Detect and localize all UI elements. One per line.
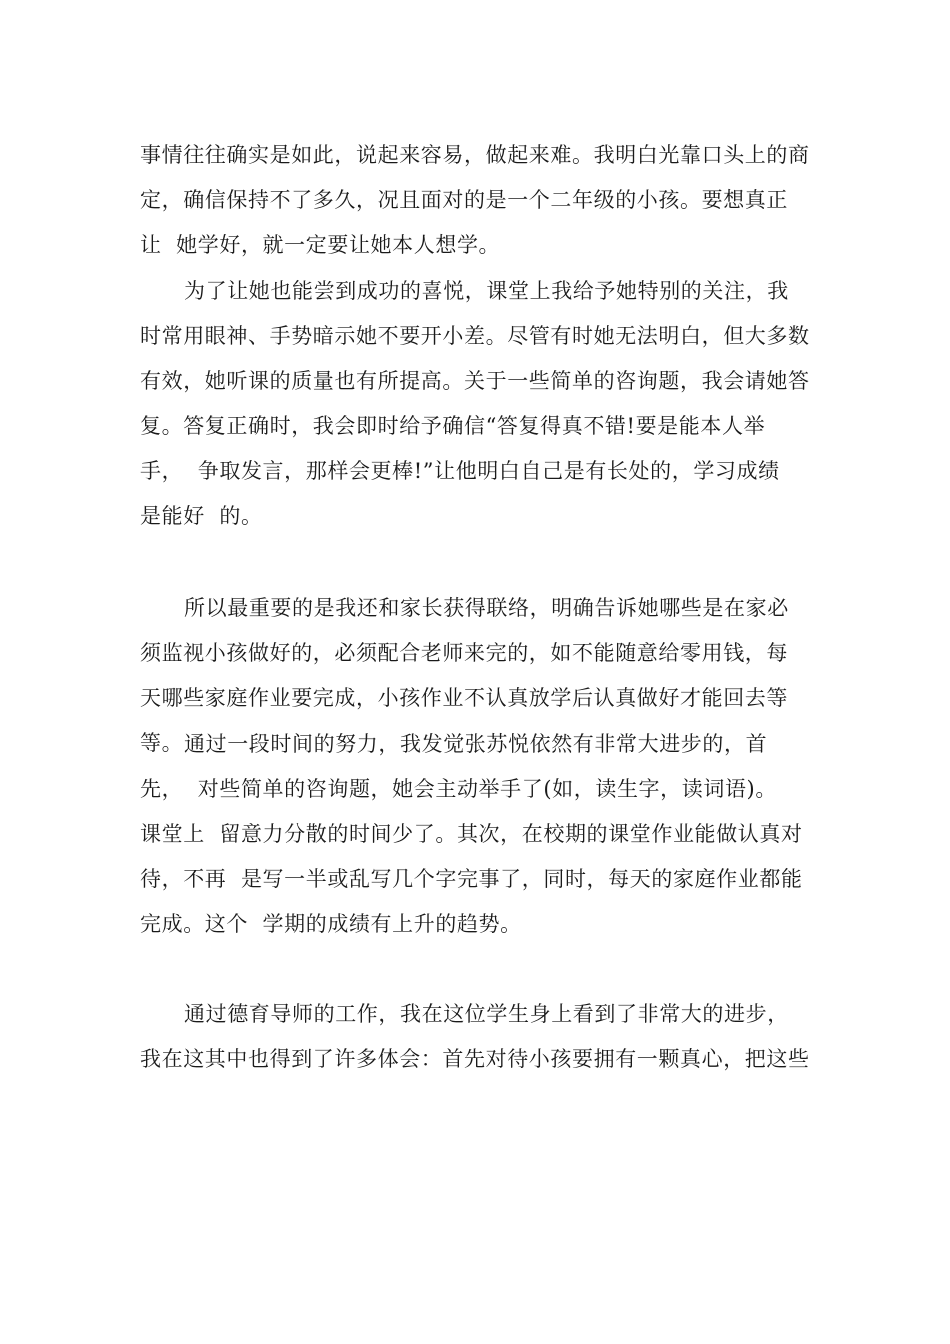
- paragraph-line: 课堂上 留意力分散的时间少了。其次，在校期的课堂作业能做认真对: [140, 822, 803, 846]
- paragraph-line: 让 她学好，就一定要让她本人想学。: [140, 233, 501, 257]
- paragraph-line: 通过德育导师的工作，我在这位学生身上看到了非常大的进步，: [184, 1002, 789, 1026]
- paragraph-line: 所以最重要的是我还和家长获得联络，明确告诉她哪些是在家必: [184, 596, 789, 620]
- paragraph-line: 有效，她听课的质量也有所提高。关于一些简单的咨询题，我会请她答: [140, 369, 810, 393]
- paragraph-1: [140, 133, 820, 268]
- paragraph-line: 待，不再 是写一半或乱写几个字完事了，同时，每天的家庭作业都能: [140, 867, 803, 891]
- paragraph-line: 须监视小孩做好的，必须配合老师来完的，如不能随意给零用钱，每: [140, 641, 788, 665]
- paragraph-line: 事情往往确实是如此，说起来容易，做起来难。我明白光靠口头上的商: [140, 143, 810, 167]
- paragraph-line: 我在这其中也得到了许多体会：首先对待小孩要拥有一颗真心，把这些: [140, 1047, 810, 1071]
- paragraph-4: [140, 722, 820, 947]
- paragraph-line: 天哪些家庭作业要完成，小孩作业不认真放学后认真做好才能回去等: [140, 686, 788, 710]
- paragraph-line: 定，确信保持不了多久，况且面对的是一个二年级的小孩。要想真正: [140, 188, 788, 212]
- paragraph-line: 等。: [140, 731, 184, 755]
- paragraph-line: 时常用眼神、手势暗示她不要开小差。尽管有时她无法明白，但大多数: [140, 324, 810, 348]
- paragraph-line: 复。答复正确时，我会即时给予确信“答复得真不错!要是能本人举: [140, 414, 766, 438]
- paragraph-2: [140, 269, 820, 539]
- paragraph-5: [140, 992, 820, 1082]
- paragraph-line: 为了让她也能尝到成功的喜悦，课堂上我给予她特别的关注，我: [184, 279, 789, 303]
- paragraph-line: 完成。这个 学期的成绩有上升的趋势。: [140, 912, 522, 936]
- paragraph-line: 是能好 的。: [140, 504, 263, 528]
- paragraph-line: 先， 对些简单的咨询题，她会主动举手了(如，读生字，读词语)。: [140, 777, 777, 801]
- paragraph-line: 通过一段时间的努力，我发觉张苏悦依然有非常大进步的，首: [184, 732, 768, 756]
- paragraph-line: 手， 争取发言，那样会更棒!”让他明白自己是有长处的，学习成绩: [140, 459, 780, 483]
